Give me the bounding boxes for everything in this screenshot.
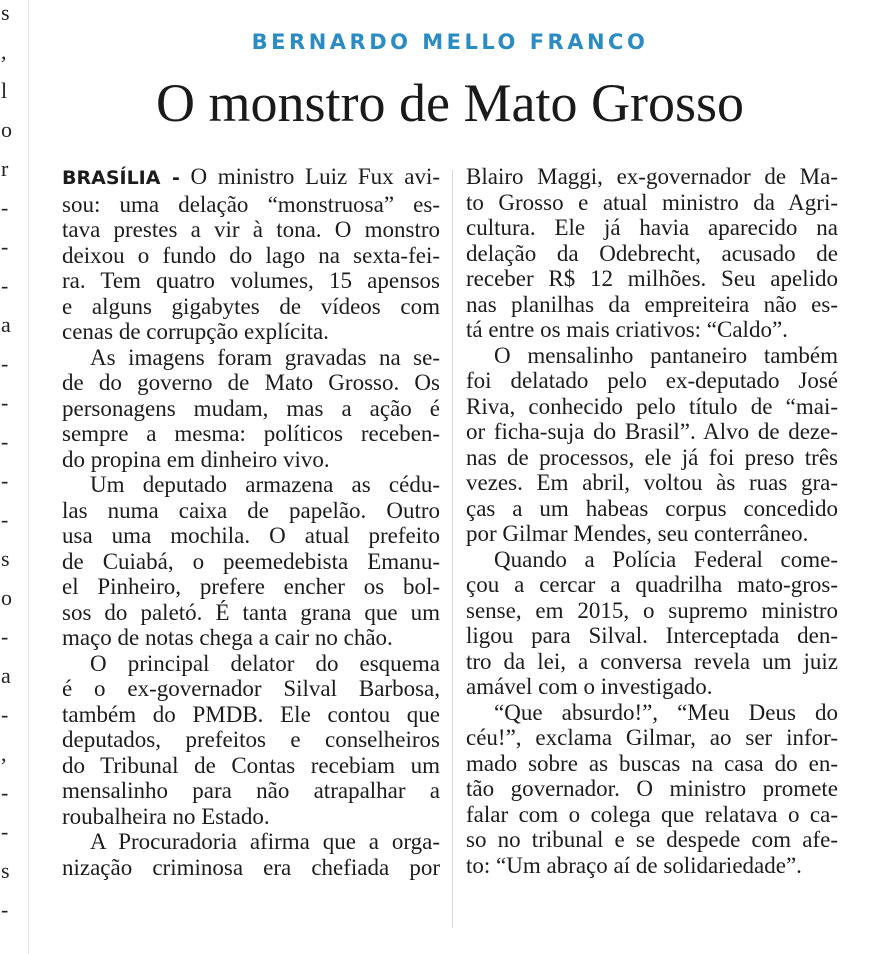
margin-fragment: o — [1, 585, 12, 610]
text-line-content: sos do paletó. É tanta grana que um — [62, 599, 440, 625]
text-line-content: Riva, conhecido pelo título de “mai- — [466, 393, 838, 419]
margin-fragment: s — [1, 0, 10, 25]
text-line — [62, 829, 440, 855]
text-line-content: or ficha-suja do Brasil”. Alvo de deze- — [466, 419, 838, 444]
text-line-content: ra. Tem quatro volumes, 15 apensos — [62, 268, 440, 293]
text-line — [62, 574, 440, 600]
text-line-content: As imagens foram gravadas na se- — [90, 344, 440, 370]
text-line — [62, 370, 440, 396]
text-line-content: las numa caixa de papelão. Outro — [62, 497, 440, 523]
text-line-content: deixou o fundo do lago na sexta-fei- — [62, 242, 440, 268]
text-line-content: el Pinheiro, prefere encher os bol- — [62, 574, 440, 599]
column-divider — [452, 170, 453, 928]
margin-fragment: r — [1, 156, 9, 181]
text-line-content: nas de processos, ele já foi preso três — [466, 444, 838, 470]
margin-fragment: - — [1, 468, 9, 493]
margin-fragment: a — [1, 663, 11, 688]
text-line — [466, 292, 838, 318]
text-line — [62, 396, 440, 422]
margin-fragment: - — [1, 819, 9, 844]
margin-fragment: - — [1, 702, 9, 727]
text-line — [62, 268, 440, 294]
text-line-content: roubalheira no Estado. — [62, 803, 270, 829]
text-line-content: céu!”, exclama Gilmar, ao ser infor- — [466, 725, 838, 750]
text-line — [466, 496, 838, 522]
text-line — [62, 855, 440, 881]
text-line — [466, 623, 838, 649]
text-line-content: falar com o colega que relatava o ca- — [466, 801, 838, 827]
text-line — [466, 419, 838, 445]
text-line-content: to: “Um abraço aí de solidariedade”. — [466, 852, 802, 878]
text-line — [62, 164, 440, 192]
text-line — [62, 549, 440, 575]
text-line — [62, 319, 440, 345]
text-line-content: ças a um habeas corpus concedido — [466, 495, 838, 521]
text-line — [466, 215, 838, 241]
margin-fragment: a — [1, 312, 11, 337]
margin-fragment: - — [1, 273, 9, 298]
article-column-left — [62, 164, 440, 880]
text-line — [62, 217, 440, 243]
margin-fragment: s — [1, 546, 10, 571]
text-line — [62, 498, 440, 524]
text-line-content: deputados, prefeitos e conselheiros — [62, 727, 440, 752]
text-line-content: to Grosso e atual ministro da Agri- — [466, 189, 838, 215]
text-line — [62, 243, 440, 269]
text-line-content: de Cuiabá, o peemedebista Emanu- — [62, 548, 440, 574]
text-line — [466, 827, 838, 853]
text-line-content: amável com o investigado. — [466, 674, 713, 699]
text-line — [466, 266, 838, 292]
text-line-content: Blairo Maggi, ex-governador de Ma- — [466, 164, 838, 189]
margin-fragment: - — [1, 195, 9, 220]
text-line — [466, 368, 838, 394]
article-column-right — [466, 164, 838, 878]
text-line-content: e alguns gigabytes de vídeos com — [62, 293, 440, 319]
margin-fragment: - — [1, 780, 9, 805]
text-line — [466, 241, 838, 267]
text-line-content: Quando a Polícia Federal come- — [494, 546, 838, 572]
text-line — [466, 521, 838, 547]
text-line-content: çou a cercar a quadrilha mato-gros- — [466, 572, 838, 597]
text-line — [466, 802, 838, 828]
article-headline: O monstro de Mato Grosso — [156, 73, 744, 133]
text-line — [62, 727, 440, 753]
text-line — [466, 190, 838, 216]
text-line — [466, 164, 838, 190]
margin-fragment: , — [1, 741, 7, 766]
text-line-content: personagens mudam, mas a ação é — [62, 395, 440, 421]
text-line — [62, 676, 440, 702]
text-line — [62, 804, 440, 830]
margin-fragment: - — [1, 624, 9, 649]
text-line-content: é o ex-governador Silval Barbosa, — [62, 676, 440, 701]
text-line-content: O ministro Luiz Fux avi- — [190, 164, 440, 189]
text-line-content: sou: uma delação “monstruosa” es- — [62, 191, 440, 217]
text-line-content: nização criminosa era chefiada por — [62, 854, 440, 880]
text-line-content: tá entre os mais criativos: “Caldo”. — [466, 317, 788, 342]
text-line-content: ligou para Silval. Interceptada den- — [466, 623, 838, 648]
text-line — [62, 192, 440, 218]
text-line-content: sempre a mesma: políticos receben- — [62, 421, 440, 446]
dateline: BRASÍLIA - — [62, 167, 180, 189]
text-line — [62, 753, 440, 779]
text-line-content: sense, em 2015, o supremo ministro — [466, 597, 838, 623]
text-line-content: maço de notas chega a cair no chão. — [62, 625, 393, 650]
author-byline: BERNARDO MELLO FRANCO — [251, 30, 649, 54]
text-line-content: mensalinho para não atrapalhar a — [62, 778, 440, 803]
text-line — [466, 470, 838, 496]
margin-fragment: l — [1, 78, 8, 103]
text-line-content: mado sobre as buscas na casa do en- — [466, 750, 838, 776]
text-line — [62, 421, 440, 447]
text-line — [62, 702, 440, 728]
text-line — [466, 649, 838, 675]
page-fold-line — [28, 0, 29, 954]
adjacent-column-fragment — [0, 0, 18, 954]
text-line-content: foi delatado pelo ex-deputado José — [466, 368, 838, 393]
text-line-content: receber R$ 12 milhões. Seu apelido — [466, 266, 838, 291]
text-line-content: Um deputado armazena as cédu- — [90, 472, 440, 497]
text-line — [466, 725, 838, 751]
margin-fragment: - — [1, 234, 9, 259]
text-line — [62, 294, 440, 320]
text-line — [466, 445, 838, 471]
text-line-content: por Gilmar Mendes, seu conterrâneo. — [466, 521, 809, 546]
text-line-content: de do governo de Mato Grosso. Os — [62, 370, 440, 395]
text-line-content: cenas de corrupção explícita. — [62, 319, 329, 344]
text-line — [62, 651, 440, 677]
margin-fragment: , — [1, 39, 7, 64]
text-line — [62, 625, 440, 651]
text-line-content: vezes. Em abril, voltou às ruas gra- — [466, 470, 838, 495]
margin-fragment: o — [1, 117, 12, 142]
text-line — [466, 317, 838, 343]
margin-fragment: - — [1, 507, 9, 532]
text-line — [62, 345, 440, 371]
text-line-content: A Procuradoria afirma que a orga- — [90, 829, 440, 854]
text-line — [466, 343, 838, 369]
text-line-content: cultura. Ele já havia aparecido na — [466, 215, 838, 240]
text-line — [466, 572, 838, 598]
text-line — [62, 447, 440, 473]
text-line-content: nas planilhas da empreiteira não es- — [466, 291, 838, 317]
text-line-content: do propina em dinheiro vivo. — [62, 446, 330, 472]
text-line — [466, 700, 838, 726]
text-line — [466, 598, 838, 624]
text-line — [466, 394, 838, 420]
text-line — [466, 853, 838, 879]
margin-fragment: s — [1, 858, 10, 883]
margin-fragment: - — [1, 351, 9, 376]
text-line — [62, 523, 440, 549]
text-line — [466, 751, 838, 777]
text-line — [62, 778, 440, 804]
margin-fragment: - — [1, 390, 9, 415]
text-line-content: do Tribunal de Contas recebiam um — [62, 752, 440, 778]
margin-fragment: - — [1, 897, 9, 922]
text-line-content: usa uma mochila. O atual prefeito — [62, 523, 440, 548]
text-line-content: O mensalinho pantaneiro também — [494, 342, 838, 368]
text-line-content: tava prestes a vir à tona. O monstro — [62, 217, 440, 242]
text-line-content: so no tribunal e se despede com afe- — [466, 827, 838, 852]
text-line — [62, 472, 440, 498]
text-line-content: “Que absurdo!”, “Meu Deus do — [494, 699, 838, 725]
text-line-content: tro da lei, a conversa revela um juiz — [466, 648, 838, 674]
text-line — [62, 600, 440, 626]
text-line — [466, 776, 838, 802]
margin-fragment: - — [1, 429, 9, 454]
text-line-content: tão governador. O ministro promete — [466, 776, 838, 801]
text-line-content: O principal delator do esquema — [90, 650, 440, 676]
text-line — [466, 674, 838, 700]
text-line-content: delação da Odebrecht, acusado de — [466, 240, 838, 266]
text-line — [466, 547, 838, 573]
text-line-content: também do PMDB. Ele contou que — [62, 701, 440, 727]
